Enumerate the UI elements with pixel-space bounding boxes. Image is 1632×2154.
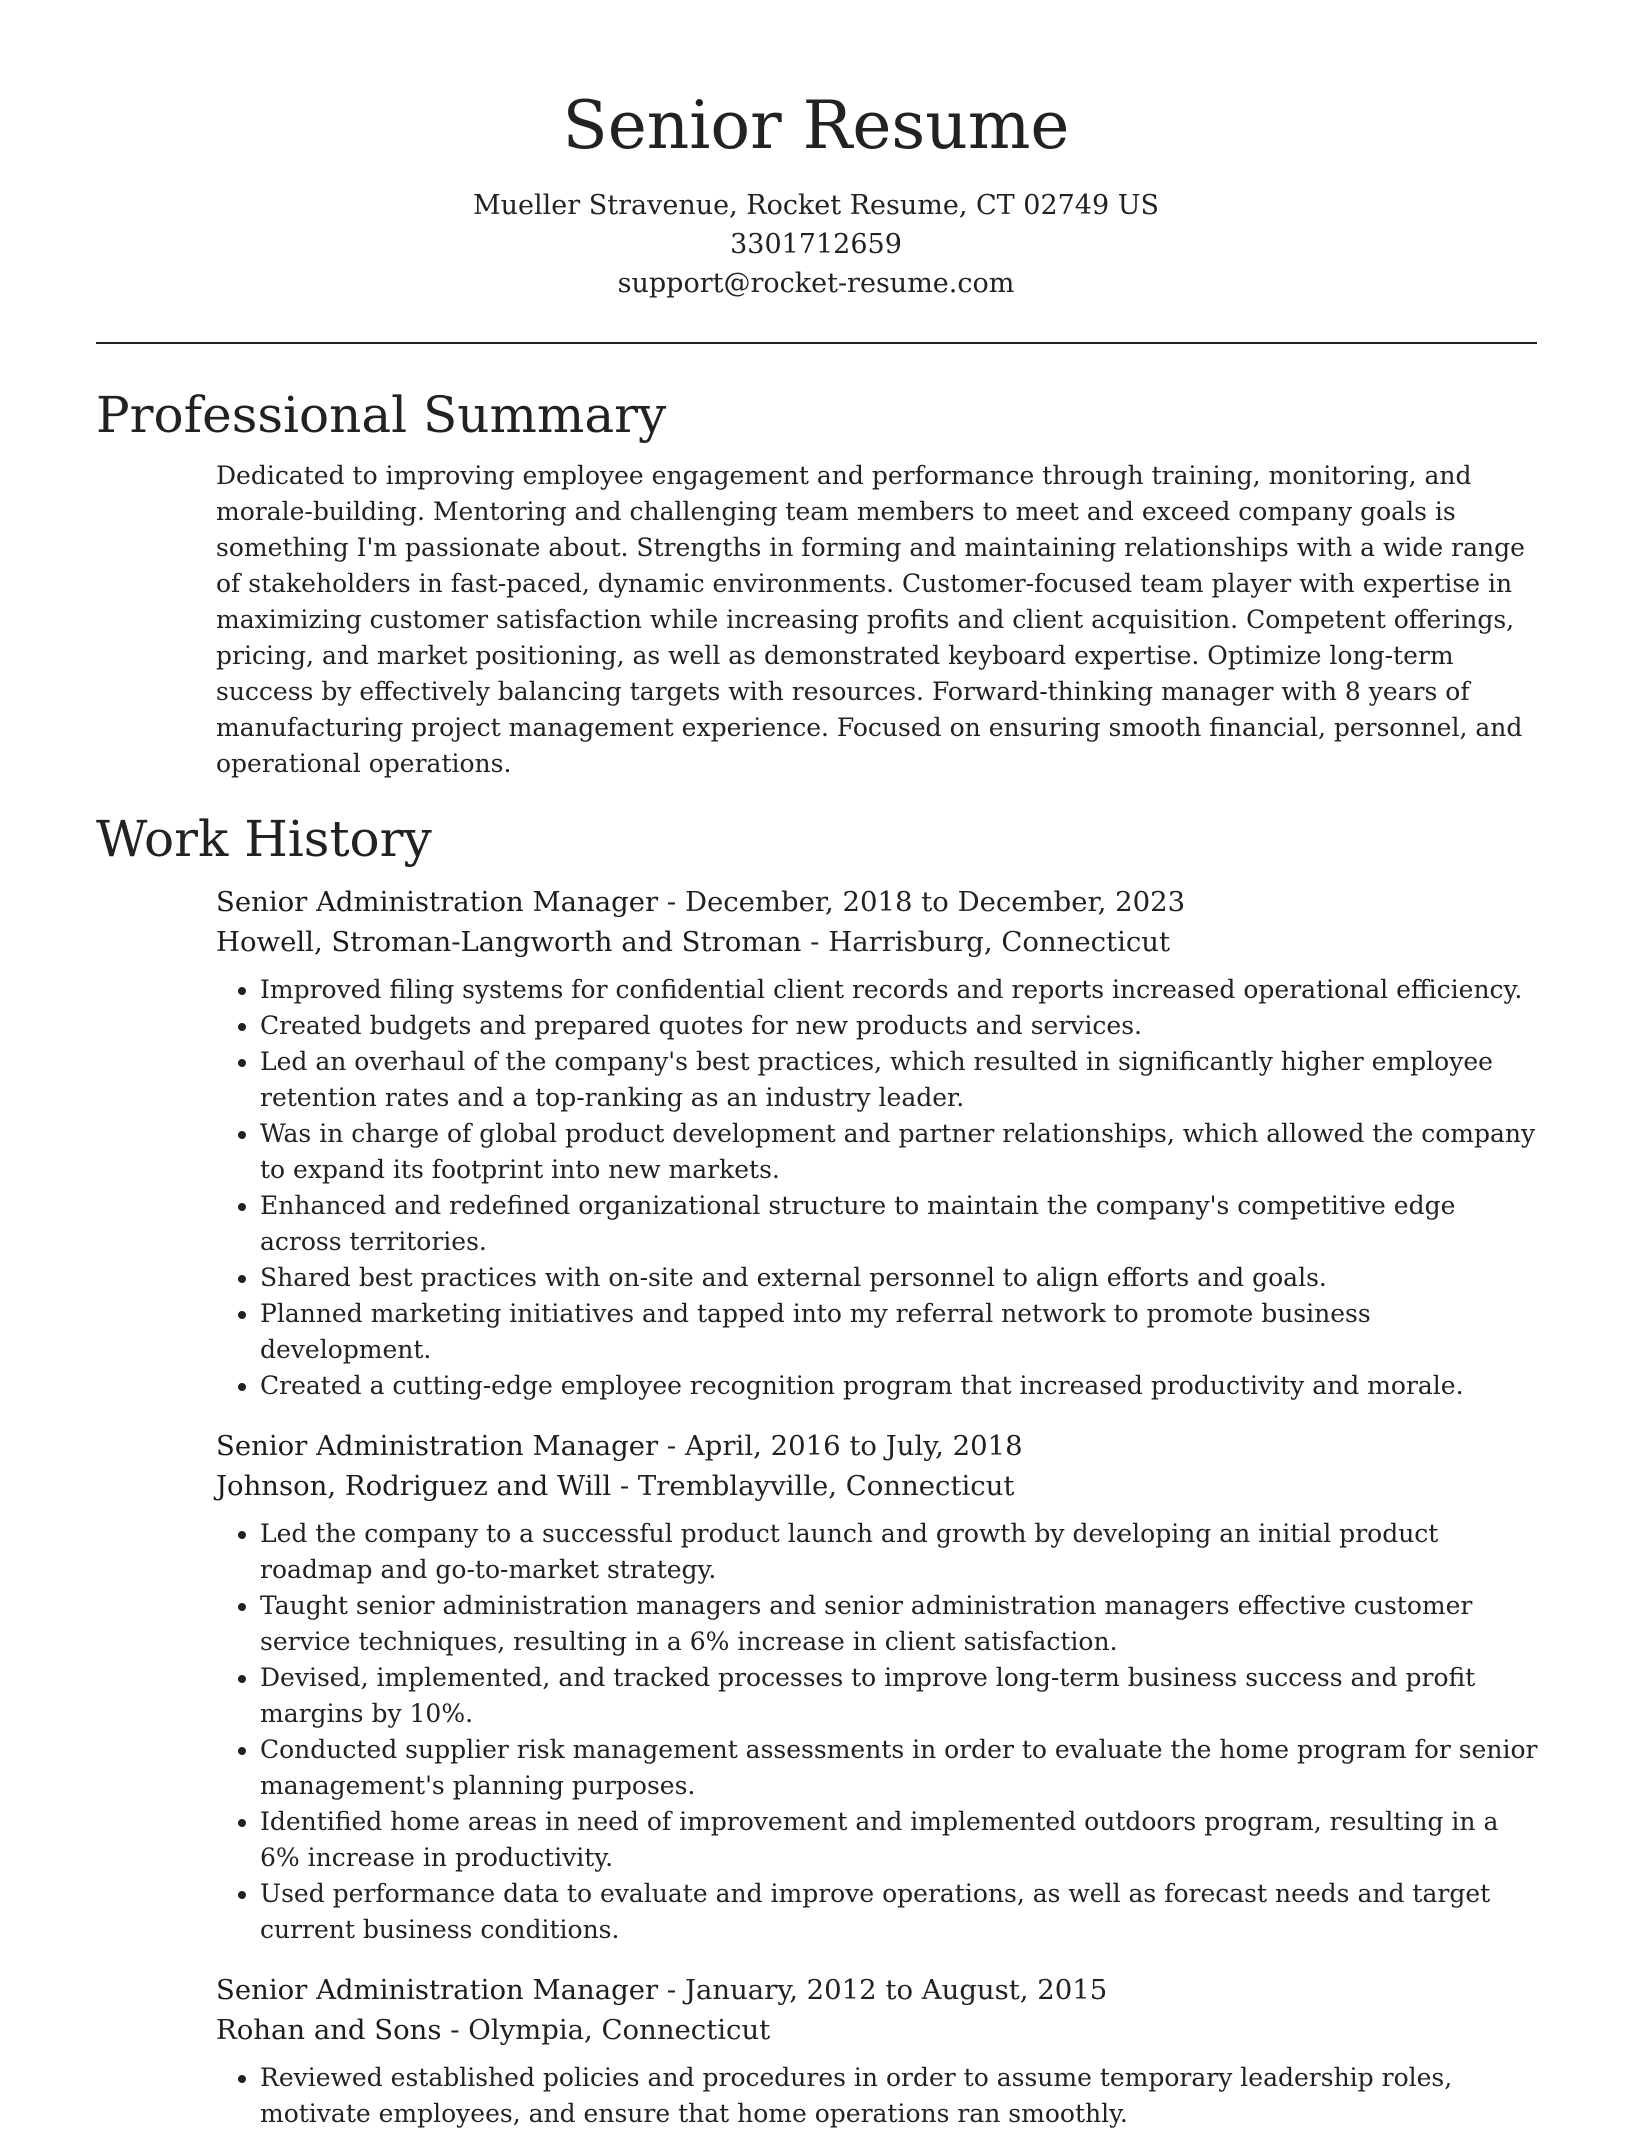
summary-heading: Professional Summary: [96, 386, 667, 444]
job-title-line: [216, 1970, 1541, 2010]
summary-body: [216, 458, 1541, 782]
contact-phone: 3301712659: [730, 229, 902, 260]
job-separator: -: [441, 2014, 469, 2046]
job-duty-item: • Enhanced and redefined organizational structure to maintain the company's competitive edge across territories.: [260, 1188, 1541, 1260]
job-duty-item: • Improved filing systems for confidential client records and reports increased operational efficiency.: [260, 972, 1541, 1008]
job-dates: January, 2012 to August, 2015: [684, 1974, 1108, 2006]
job-duty-item: • Devised, implemented, and tracked processes to improve long-term business success and profit margins by 10%.: [260, 1660, 1541, 1732]
summary-section: [96, 380, 1537, 782]
job-duty-item: • Planned marketing initiatives and tapped into my referral network to promote business development.: [260, 1296, 1541, 1368]
contact-block: [0, 186, 1632, 303]
job-entry: [216, 1970, 1541, 2132]
work-history-heading: Work History: [96, 810, 432, 868]
job-duty-item: • Identified home areas in need of improvement and implemented outdoors program, resulting in a 6% increase in productivity.: [260, 1804, 1541, 1876]
job-duty-item: • Led the company to a successful product launch and growth by developing an initial product roadmap and go-to-market strategy.: [260, 1516, 1541, 1588]
job-duties-list: [216, 972, 1541, 1404]
job-duty-item: • Was in charge of global product development and partner relationships, which allowed the company to expand its footprint into new markets.: [260, 1116, 1541, 1188]
job-company-line: [216, 1466, 1541, 1506]
job-duty-item: • Conducted supplier risk management assessments in order to evaluate the home program for senior management's planning purposes.: [260, 1732, 1541, 1804]
job-duties-list: [216, 1516, 1541, 1948]
job-separator: -: [658, 1974, 685, 2006]
job-company-line: [216, 2010, 1541, 2050]
job-title-line: [216, 1426, 1541, 1466]
summary-text: Dedicated to improving employee engagement and performance through training, monitoring, and morale-building. Mentoring and challenging team members to meet and exceed company goals is something I'm passionate about. Strengths in forming and maintaining relationships with a wide range of stakeholders in fast-paced, dynamic environments. Customer-focused team player with expertise in maximizing customer satisfaction while increasing profits and client acquisition. Competent offerings, pricing, and market positioning, as well as demonstrated keyboard expertise. Optimize long-term success by effectively balancing targets with resources. Forward-thinking manager with 8 years of manufacturing project management experience. Focused on ensuring smooth financial, personnel, and operational operations.: [216, 461, 1525, 778]
work-history-section: [96, 804, 1537, 2132]
job-separator: -: [801, 926, 829, 958]
job-duty-item: • Reviewed established policies and procedures in order to assume temporary leadership roles, motivate employees, and ensure that home operations ran smoothly.: [260, 2060, 1541, 2132]
job-duty-item: • Created a cutting-edge employee recognition program that increased productivity and morale.: [260, 1368, 1541, 1404]
job-duty-item: • Led an overhaul of the company's best practices, which resulted in significantly higher employee retention rates and a top-ranking as an industry leader.: [260, 1044, 1541, 1116]
resume-name: Senior Resume: [562, 87, 1070, 164]
job-company-line: [216, 922, 1541, 962]
job-title: Senior Administration Manager: [216, 1430, 659, 1462]
job-company: Howell, Stroman-Langworth and Stroman: [216, 926, 802, 958]
contact-address: Mueller Stravenue, Rocket Resume, CT 02749 US: [472, 190, 1159, 221]
resume-header: [0, 78, 1632, 303]
job-location: Tremblayville, Connecticut: [637, 1470, 1015, 1502]
job-duty-item: • Shared best practices with on-site and external personnel to align efforts and goals.: [260, 1260, 1541, 1296]
job-duty-item: • Taught senior administration managers and senior administration managers effective customer service techniques, resulting in a 6% increase in client satisfaction.: [260, 1588, 1541, 1660]
job-separator: -: [658, 886, 685, 918]
job-separator: -: [658, 1430, 685, 1462]
job-separator: -: [611, 1470, 638, 1502]
job-dates: December, 2018 to December, 2023: [684, 886, 1186, 918]
job-entry: [216, 1426, 1541, 1948]
job-dates: April, 2016 to July, 2018: [684, 1430, 1023, 1462]
job-title-line: [216, 882, 1541, 922]
job-location: Olympia, Connecticut: [468, 2014, 771, 2046]
contact-email: support@rocket-resume.com: [617, 268, 1015, 299]
job-duty-item: • Created budgets and prepared quotes for new products and services.: [260, 1008, 1541, 1044]
header-divider: [96, 342, 1537, 344]
job-entry: [216, 882, 1541, 1404]
job-title: Senior Administration Manager: [216, 886, 659, 918]
resume-content: [96, 380, 1537, 2154]
job-location: Harrisburg, Connecticut: [828, 926, 1171, 958]
jobs-list: [216, 882, 1541, 2132]
job-company: Johnson, Rodriguez and Will: [216, 1470, 612, 1502]
job-duties-list: [216, 2060, 1541, 2132]
job-company: Rohan and Sons: [216, 2014, 442, 2046]
job-duty-item: • Used performance data to evaluate and improve operations, as well as forecast needs and target current business conditions.: [260, 1876, 1541, 1948]
job-title: Senior Administration Manager: [216, 1974, 659, 2006]
